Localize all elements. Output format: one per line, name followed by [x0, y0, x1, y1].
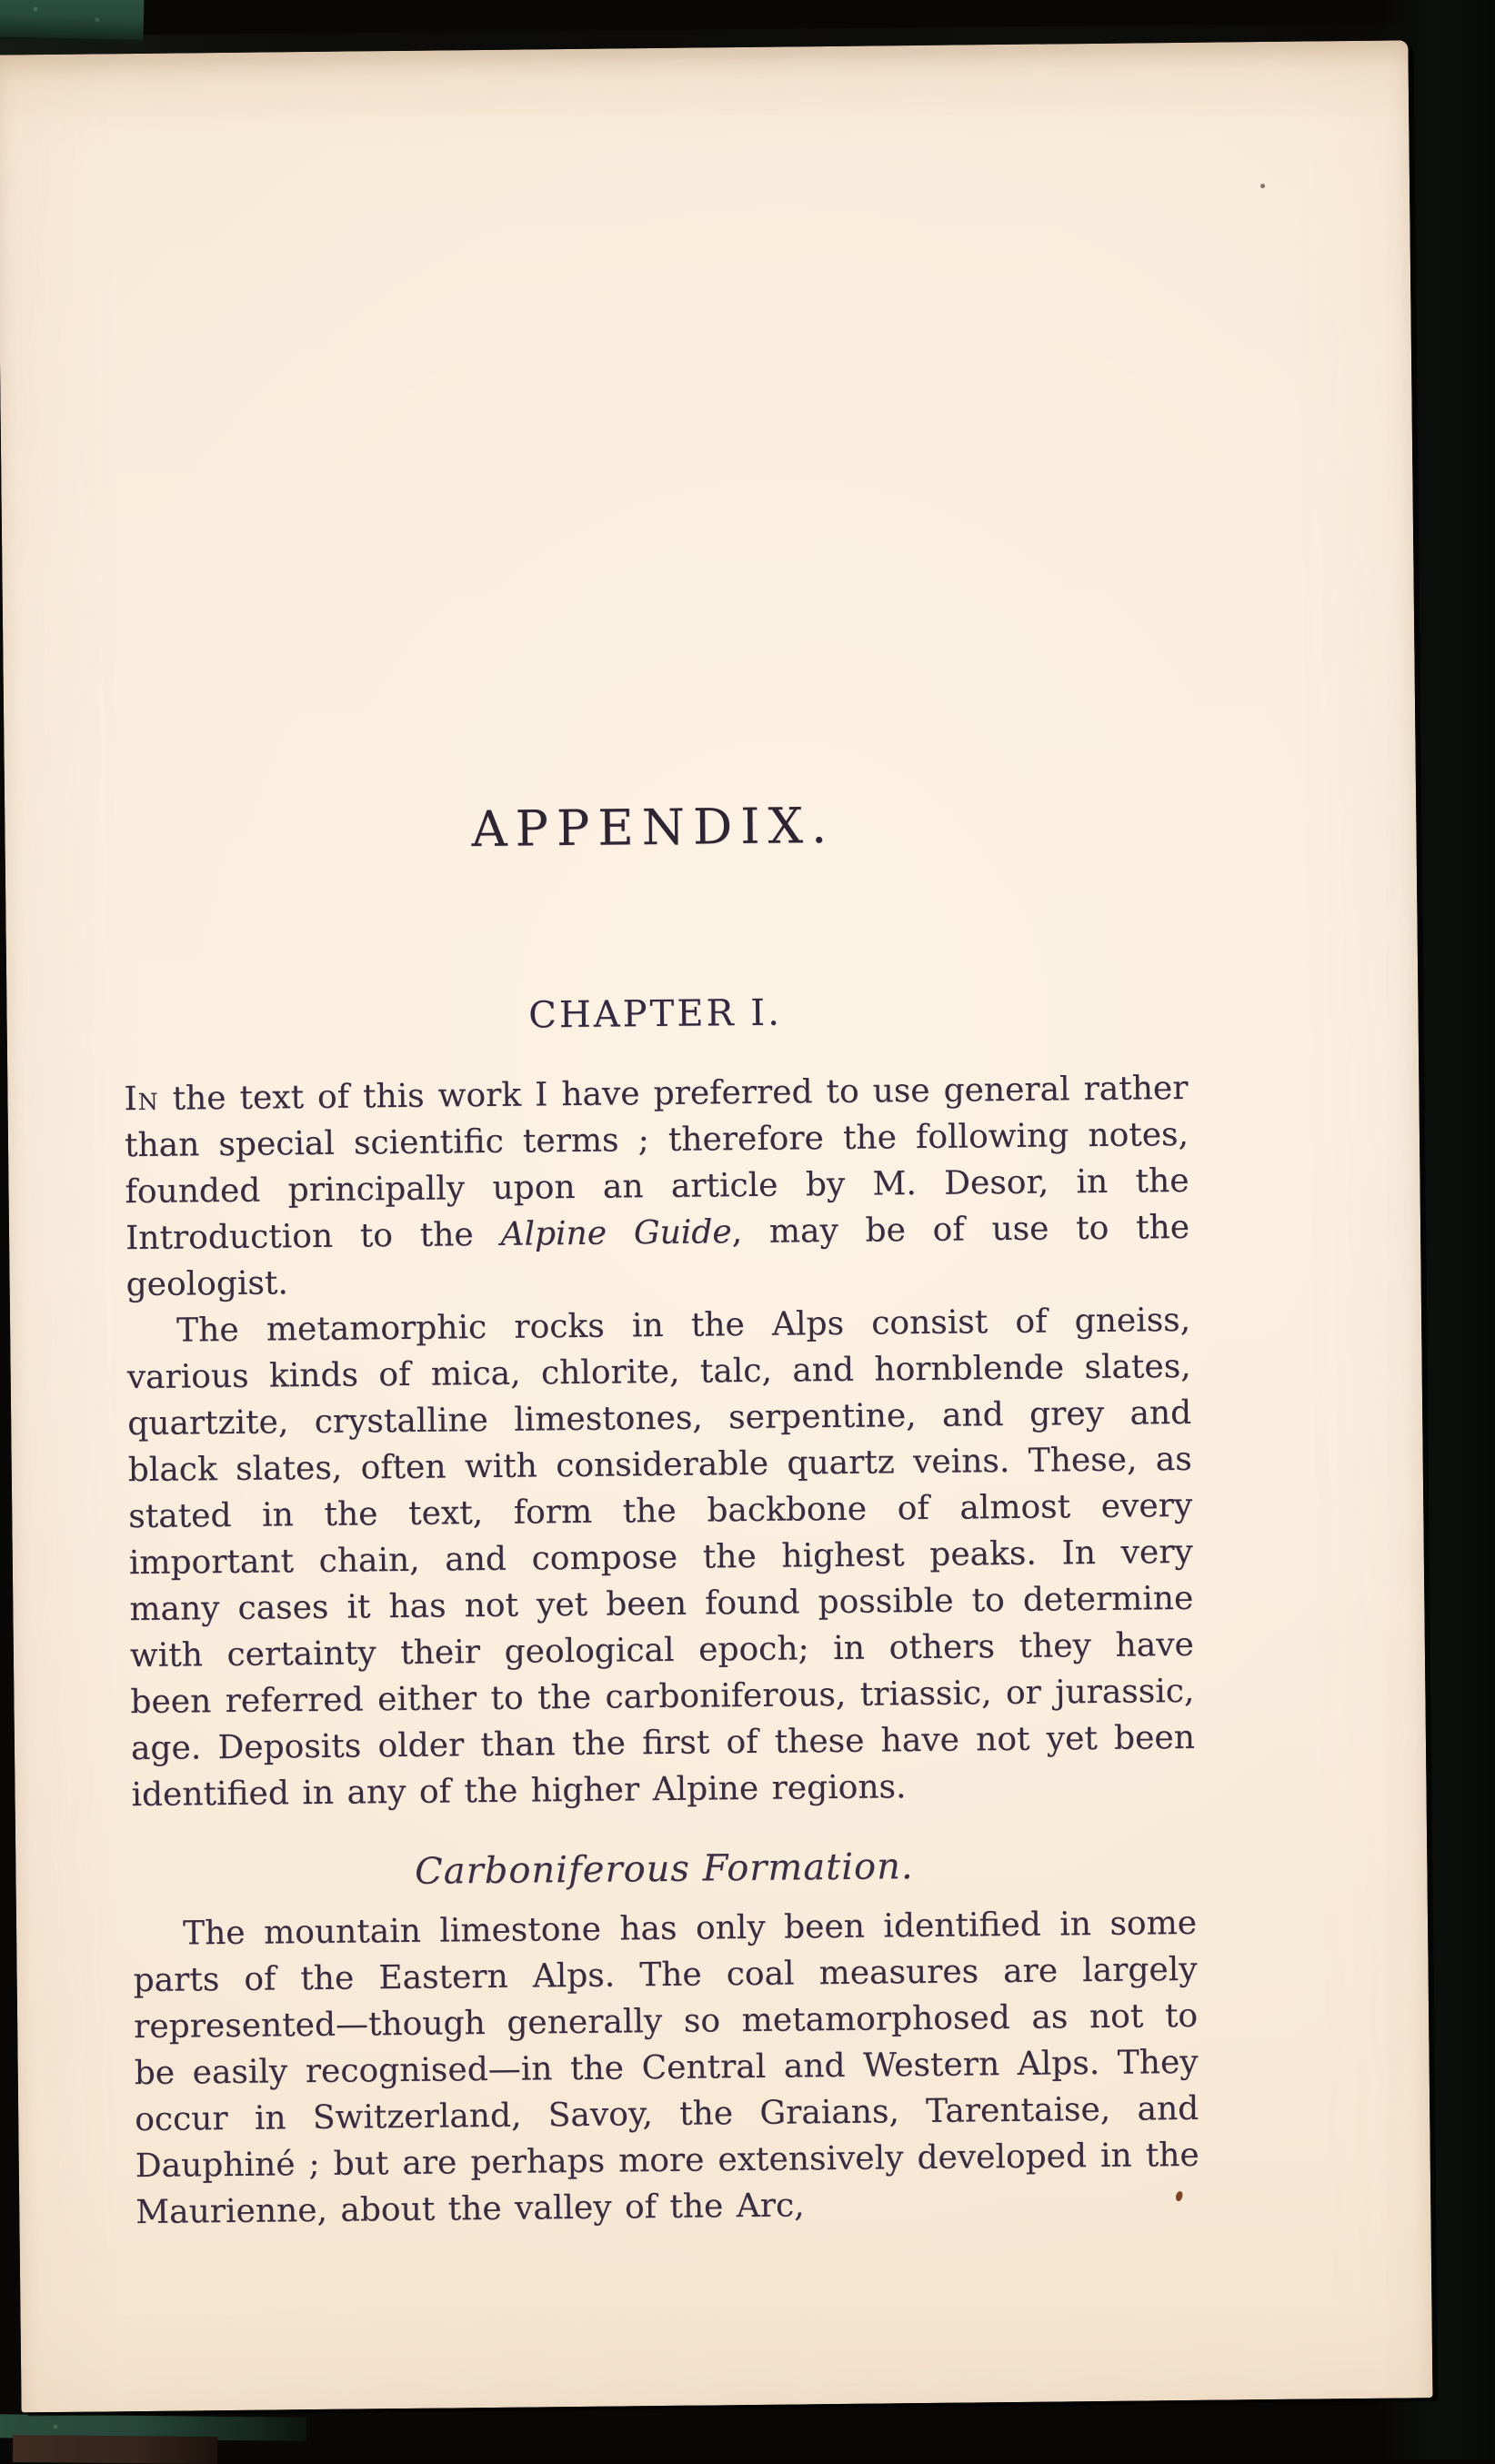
alpine-guide-italic: Alpine Guide: [500, 1213, 732, 1253]
paragraph-1-text-a: the text of this work I have preferred to use general rather than special scientific terms ; therefore the following notes, founded principally upon an article by M. Desor, in the Introduction to the: [124, 1069, 1189, 1258]
paragraph-1-text-b: , may be of use to the geologist.: [125, 1208, 1190, 1304]
paragraph-1-lead-smallcaps: In: [124, 1080, 159, 1119]
book-cover-bottom-brown: [13, 2435, 217, 2464]
book-page: [0, 40, 1433, 2412]
paragraph-1: [124, 1065, 1190, 1308]
paragraph-3: The mountain limestone has only been identified in some parts of the Eastern Alps. The coal measures are largely represented—though generally so metamorphosed as not to be easily recognised—in the Central and Western Alps. They occur in Switzerland, Savoy, the Graians, Tarentaise, and Dauphiné ; but are perhaps more extensively developed in the Maurienne, about the valley of the Arc,: [133, 1904, 1199, 2232]
section-heading-carboniferous-formation: Carboniferous Formation.: [414, 1845, 914, 1893]
paragraph-2: The metamorphic rocks in the Alps consist of gneiss, various kinds of mica, chlorite, talc, and hornblende slates, quartzite, crystalline limestones, serpentine, and grey and black slates, often with considerable quartz veins. These, as stated in the text, form the backbone of almost every important chain, and compose the highest peaks. In very many cases it has not yet been found possible to determine with certainty their geological epoch; in others they have been referred either to the carboniferous, triassic, or jurassic, age. Deposits older than the first of these have not yet been identified in any of the higher Alpine regions.: [126, 1301, 1196, 1815]
chapter-heading: CHAPTER I.: [528, 991, 783, 1037]
appendix-title: APPENDIX.: [471, 796, 836, 859]
page-text-block: [0, 40, 1433, 2412]
book-cover-top-left: [0, 0, 145, 44]
